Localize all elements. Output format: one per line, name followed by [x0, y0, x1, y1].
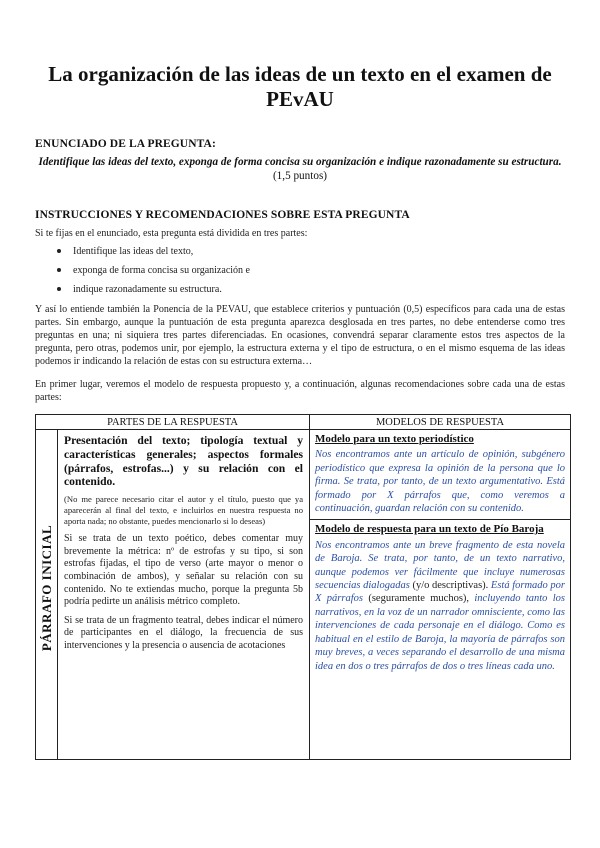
column-header-models: MODELOS DE RESPUESTA [310, 415, 571, 430]
model-title-baroja: Modelo de respuesta para un texto de Pío Baroja [315, 523, 544, 536]
model-title-periodistico: Modelo para un texto periodístico [315, 433, 474, 445]
list-item: exponga de forma concisa su organización e [55, 264, 250, 283]
instrucciones-paragraph-1: Y así lo entiende también la Ponencia de la PEVAU, que establece criterios y puntuación (0,5) específicos para cada una de estas partes. Sin embargo, aunque la puntuación de esta pregunta aparezca desglosada en tres partes, no debe entenderse como tres preguntas en una; ni siquiera tres partes diferenciadas. En ocasiones, convendrá separar claramente estos tres aspectos de la pregunta, pero otras, podemos unir, por ejemplo, la estructura externa y el tipo de estructura, o en el mismo esquema de las ideas podemos ir indicando la relación de estas con su estructura externa… [35, 304, 565, 367]
model-divider [310, 519, 570, 520]
response-table [35, 414, 571, 760]
bullet-icon [57, 249, 61, 253]
models-cell [310, 430, 571, 760]
prompt-points: (1,5 puntos) [272, 170, 328, 182]
row-label: PÁRRAFO INICIAL [39, 524, 54, 652]
parts-theatre: Si se trata de un fragmento teatral, debes indicar el número de participantes en el diálogo, la frecuencia de sus intervenciones y la presencia o ausencia de acotaciones [64, 614, 304, 651]
instrucciones-paragraph-2: En primer lugar, veremos el modelo de respuesta propuesto y, a continuación, algunas recomendaciones sobre cada una de estas partes: [35, 379, 565, 403]
table-header-row [36, 415, 571, 430]
enunciado-heading: ENUNCIADO DE LA PREGUNTA: [35, 138, 216, 150]
parts-list [55, 245, 250, 302]
column-header-parts: PARTES DE LA RESPUESTA [36, 415, 310, 430]
list-item: indique razonadamente su estructura. [55, 283, 250, 302]
parts-heading: Presentación del texto; tipología textual y características generales; aspectos formales (párrafos, estrofas...) y su relación con el contenido. [64, 434, 304, 489]
prompt-italic: Identifique las ideas del texto, exponga de forma concisa su organización e indique razonadamente su estructura. [38, 156, 562, 168]
parts-note: (No me parece necesario citar el autor y el título, puesto que ya aparecerán al final del texto, e incluirlos en nuestra respuesta no aporta nada; no obstante, puedes mencionarlo si lo deseas) [64, 494, 304, 527]
instrucciones-intro: Si te fijas en el enunciado, esta pregunta está dividida en tres partes: [35, 228, 308, 239]
row-label-cell [36, 430, 58, 760]
table-row [36, 430, 571, 760]
bullet-icon [57, 287, 61, 291]
model-text-baroja: Nos encontramos ante un breve fragmento de esta novela de Baroja. Se trata, por tanto, de un texto narrativo, aunque podemos ver fácilmente que incluye numerosas secuencias dialogadas (y/o descriptivas). Está formado por X párrafos (seguramente muchos), incluyendo tanto los narrativos, en la voz de un narrador omnisciente, como las intervenciones de cada personaje en el diálogo. Como es habitual en el estilo de Baroja, la mayoría de párrafos son muy breves, a veces separando el desarrollo de una misma idea en dos o tres párrafos de dos o tres líneas cada uno. [315, 539, 566, 672]
parts-poem: Si se trata de un texto poético, debes comentar muy brevemente la métrica: nº de estrofas y su tipo, si son estrofas fijadas, el tipo de verso (arte mayor o menor o combinación de ambos), y señalar su relación con su contenido. No te extiendas mucho, porque la pregunta 5b podría pedirte un análisis métrico completo. [64, 533, 304, 608]
list-item: Identifique las ideas del texto, [55, 245, 250, 264]
bullet-icon [57, 268, 61, 272]
instrucciones-heading: INSTRUCCIONES Y RECOMENDACIONES SOBRE ESTA PREGUNTA [35, 209, 410, 221]
question-prompt [35, 155, 565, 183]
model-text-periodistico: Nos encontramos ante un artículo de opinión, subgénero periodístico que expresa la opinión de la persona que lo firma. Se trata, por tanto, de un texto argumentativo. Está formado por X párrafos que, como veremos a continuación, guardan relación con su contenido. [315, 449, 566, 515]
document-title: La organización de las ideas de un texto en el examen de PEvAU [48, 62, 552, 111]
parts-cell [58, 430, 310, 760]
